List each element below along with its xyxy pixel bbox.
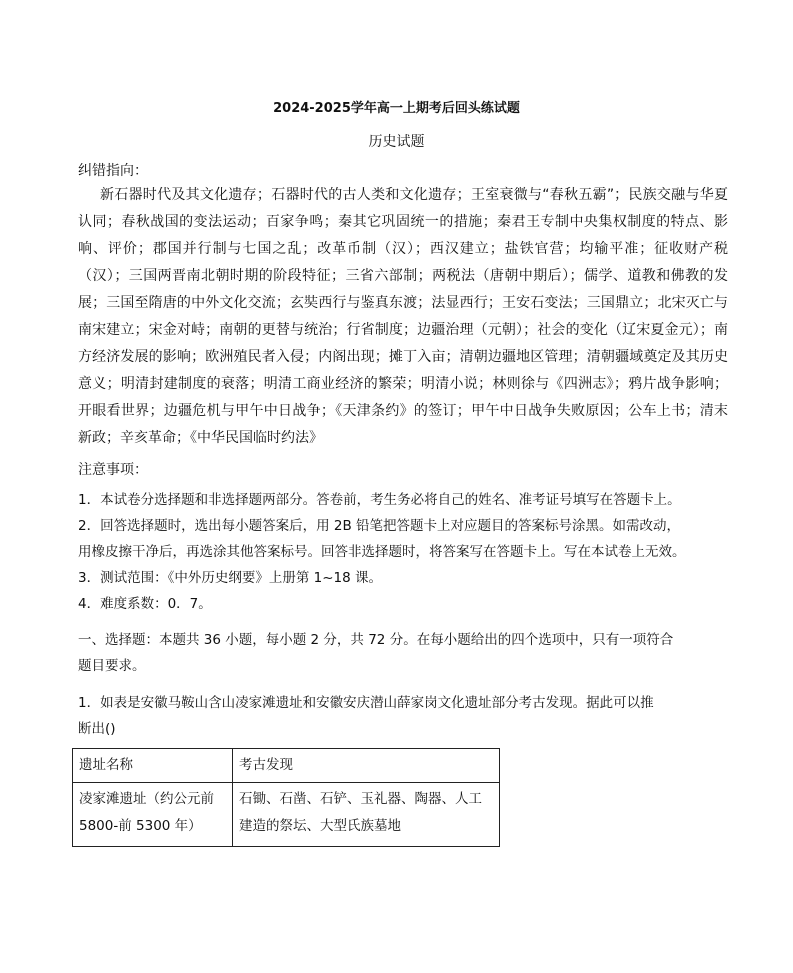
note-item-1: 1．本试卷分选择题和非选择题两部分。答卷前，考生务必将自己的姓名、准考证号填写在答题卡上。: [78, 492, 681, 508]
notes-heading: 注意事项：: [78, 462, 148, 478]
question-1: [78, 690, 718, 742]
question-1-stem-line-1: 1．如表是安徽马鞍山含山凌家滩遗址和安徽安庆潜山薛家岗文化遗址部分考古发现。据此可以推: [78, 695, 654, 711]
section-line-1: 一、选择题：本题共 36 小题，每小题 2 分，共 72 分。在每小题给出的四个选项中，只有一项符合: [78, 632, 674, 648]
note-item-2-continued: 用橡皮擦干净后，再选涂其他答案标号。回答非选择题时，将答案写在答题卡上。写在本试卷上无效。: [78, 544, 686, 560]
page-title: 2024-2025学年高一上期考后回头练试题: [273, 101, 520, 116]
question-1-stem-line-2: 断出(): [78, 721, 116, 737]
section-instructions: [78, 627, 718, 679]
table-row: [73, 783, 500, 847]
table-header-site-name: 遗址名称: [73, 749, 233, 783]
note-item-3: 3．测试范围：《中外历史纲要》上册第 1~18 课。: [78, 570, 382, 586]
notes-list: [78, 487, 728, 617]
section-line-2: 题目要求。: [78, 658, 146, 674]
correction-heading: 纠错指向：: [78, 163, 148, 179]
table-header-findings: 考古发现: [233, 749, 500, 783]
note-item-2: 2．回答选择题时，选出每小题答案后，用 2B 铅笔把答题卡上对应题目的答案标号涂黑。如需改动，: [78, 518, 681, 534]
site-findings-table: [72, 748, 500, 847]
table-header-row: [73, 749, 500, 783]
note-item-4: 4．难度系数：0．7。: [78, 596, 212, 612]
page-subtitle: 历史试题: [368, 134, 425, 150]
correction-content: 新石器时代及其文化遗存；石器时代的古人类和文化遗存；王室衰微与“春秋五霸”；民族交融与华夏认同；春秋战国的变法运动；百家争鸣；秦其它巩固统一的措施；秦君王专制中央集权制度的特点、影响、评价；郡国并行制与七国之乱；改革币制（汉）；西汉建立；盐铁官营；均输平准；征收财产税（汉）；三国两晋南北朝时期的阶段特征；三省六部制；两税法（唐朝中期后）；儒学、道教和佛教的发展；三国至隋唐的中外文化交流；玄奘西行与鉴真东渡；法显西行；王安石变法；三国鼎立；北宋灭亡与南宋建立；宋金对峙；南朝的更替与统治；行省制度；边疆治理（元朝）；社会的变化（辽宋夏金元）；南方经济发展的影响；欧洲殖民者入侵；内阁出现；摊丁入亩；清朝边疆地区管理；清朝疆域奠定及其历史意义；明清封建制度的衰落；明清工商业经济的繁荣；明清小说；林则徐与《四洲志》；鸦片战争影响；开眼看世界；边疆危机与甲午中日战争；《天津条约》的签订；甲午中日战争失败原因；公车上书；清末新政；辛亥革命；《中华民国临时约法》: [78, 187, 728, 446]
table-cell-findings: 石锄、石凿、石铲、玉礼器、陶器、人工建造的祭坛、大型氏族墓地: [233, 783, 500, 847]
table-cell-site: 凌家滩遗址（约公元前5800-前 5300 年）: [73, 783, 233, 847]
